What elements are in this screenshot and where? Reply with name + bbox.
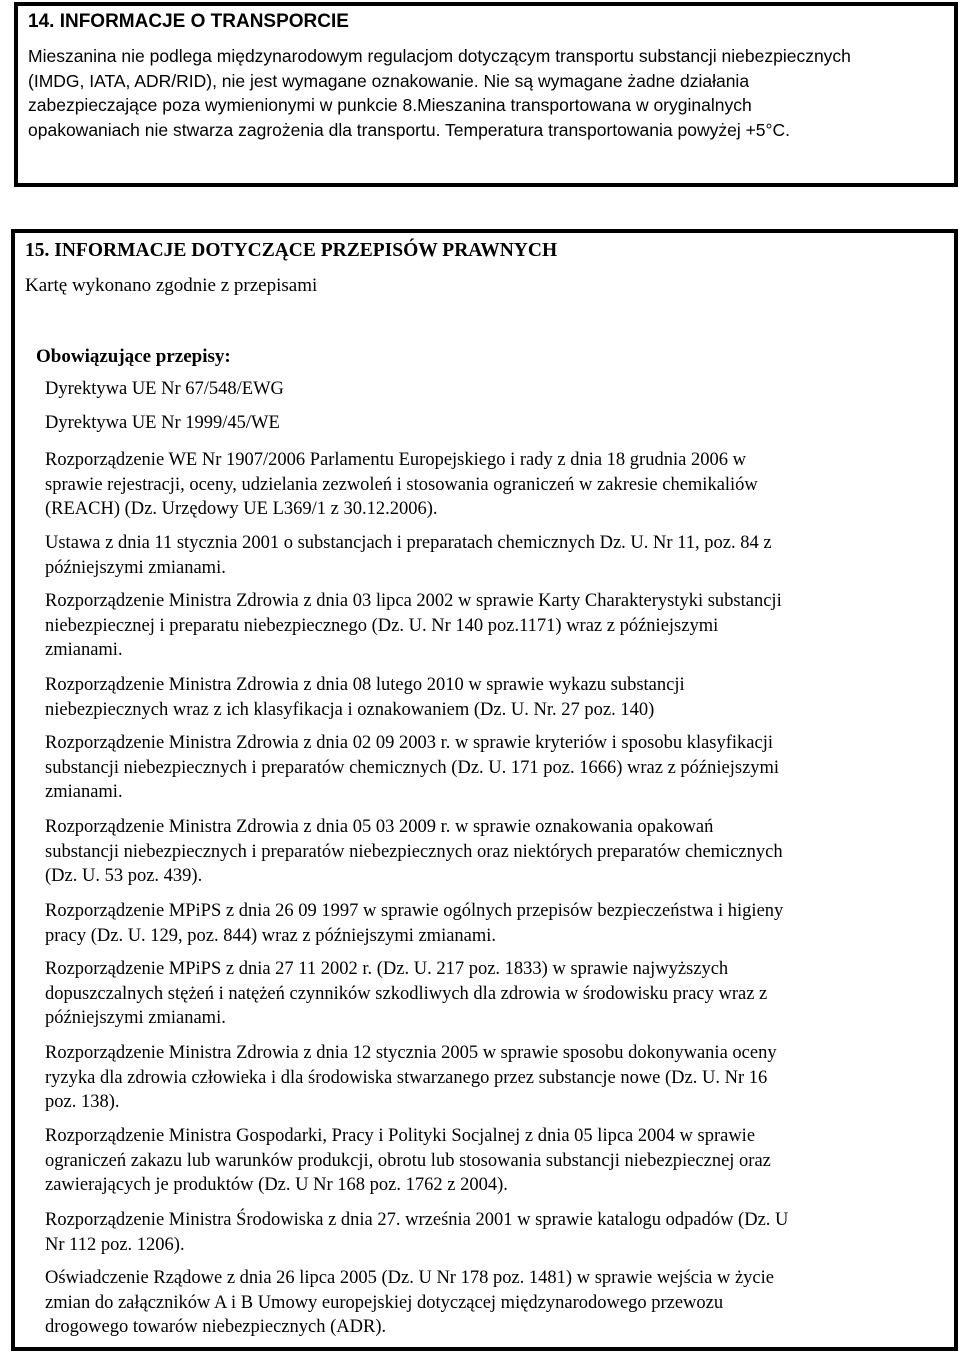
regulation-entry (45, 731, 779, 805)
regulation-line: Dyrektywa UE Nr 67/548/EWG (45, 379, 284, 399)
regulation-line: zawierających je produktów (Dz. U Nr 168 poz. 1762 z 2004). (45, 1175, 508, 1195)
regulations-subheading: Obowiązujące przepisy: (36, 346, 231, 367)
regulation-line: Rozporządzenie Ministra Środowiska z dnia 27. września 2001 w sprawie katalogu odpadów (Dz. U (45, 1210, 789, 1230)
regulation-line: drogowego towarów niebezpiecznych (ADR). (45, 1317, 387, 1337)
regulation-line: ograniczeń zakazu lub warunków produkcji, obrotu lub stosowania substancji niebezpiecznej oraz (45, 1150, 771, 1171)
regulation-line: Dyrektywa UE Nr 1999/45/WE (45, 413, 280, 433)
regulation-line: niebezpiecznych wraz z ich klasyfikacja i oznakowaniem (Dz. U. Nr. 27 poz. 140) (45, 699, 655, 720)
regulation-line: substancji niebezpiecznych i preparatów chemicznych (Dz. U. 171 poz. 1666) wraz z późniejszymi (45, 757, 780, 778)
regulation-line: Rozporządzenie Ministra Zdrowia z dnia 05 03 2009 r. w sprawie oznakowania opakowań (45, 817, 714, 837)
regulation-line: zmianami. (45, 782, 123, 802)
regulation-line: substancji niebezpiecznych i preparatów niebezpiecznych oraz niektórych preparatów chemicznych (45, 841, 783, 862)
regulation-line: Rozporządzenie Ministra Zdrowia z dnia 08 lutego 2010 w sprawie wykazu substancji (45, 675, 685, 695)
regulation-line: niebezpiecznej i preparatu niebezpiecznego (Dz. U. Nr 140 poz.1171) wraz z późniejszymi (45, 615, 719, 636)
section-15-box (11, 229, 958, 1351)
regulation-line: zmianami. (45, 640, 123, 660)
regulation-line: ryzyka dla zdrowia człowieka i dla środowiska stwarzanego przez substancje nowe (Dz. U. Nr 16 (45, 1067, 768, 1088)
regulation-line: Nr 112 poz. 1206). (45, 1234, 185, 1255)
section-15-heading: 15. INFORMACJE DOTYCZĄCE PRZEPISÓW PRAWNYCH (25, 240, 558, 261)
regulation-entry (45, 448, 758, 522)
regulation-line: pracy (Dz. U. 129, poz. 844) wraz z późniejszymi zmianami. (45, 925, 497, 946)
regulation-line: dopuszczalnych stężeń i natężeń czynników szkodliwych dla zdrowia w środowisku pracy wraz z (45, 983, 768, 1004)
section-15-intro: Kartę wykonano zgodnie z przepisami (25, 275, 318, 296)
regulation-line: sprawie rejestracji, oceny, udzielania zezwoleń i stosowania ograniczeń w zakresie chemikaliów (45, 474, 758, 495)
regulation-entry (45, 1124, 771, 1198)
regulation-entry (45, 899, 783, 948)
regulation-entry (45, 377, 284, 402)
regulation-line: Rozporządzenie WE Nr 1907/2006 Parlamentu Europejskiego i rady z dnia 18 grudnia 2006 w (45, 450, 746, 470)
regulation-line: późniejszymi zmianami. (45, 557, 226, 578)
regulation-line: (Dz. U. 53 poz. 439). (45, 866, 203, 886)
regulation-line: (REACH) (Dz. Urzędowy UE L369/1 z 30.12.2006). (45, 499, 438, 519)
regulation-entry (45, 673, 685, 722)
regulation-line: Rozporządzenie Ministra Zdrowia z dnia 03 lipca 2002 w sprawie Karty Charakterystyki substancji (45, 591, 782, 611)
regulation-entry (45, 1041, 777, 1115)
regulation-entry (45, 815, 783, 889)
regulation-entry (45, 531, 772, 580)
regulation-entry (45, 1208, 788, 1257)
regulation-line: Rozporządzenie Ministra Zdrowia z dnia 02 09 2003 r. w sprawie kryteriów i sposobu klasyfikacji (45, 733, 774, 753)
regulation-entry (45, 957, 767, 1031)
regulation-line: Rozporządzenie MPiPS z dnia 26 09 1997 w sprawie ogólnych przepisów bezpieczeństwa i higieny (45, 901, 784, 921)
regulation-entry (45, 411, 280, 436)
section-14-heading: 14. INFORMACJE O TRANSPORCIE (28, 11, 349, 32)
section-14-line: Mieszanina nie podlega międzynarodowym regulacjom dotyczącym transportu substancji niebezpiecznych (28, 46, 851, 66)
regulation-line: późniejszymi zmianami. (45, 1008, 226, 1028)
section-14-line: opakowaniach nie stwarza zagrożenia dla transportu. Temperatura transportowania powyżej +5°C. (28, 119, 791, 140)
section-14-box (14, 2, 958, 187)
section-14-line: (IMDG, IATA, ADR/RID), nie jest wymagane oznakowanie. Nie są wymagane żadne działania (28, 70, 750, 91)
regulation-entry (45, 589, 782, 663)
section-14-text (28, 44, 928, 142)
regulation-line: Oświadczenie Rządowe z dnia 26 lipca 2005 (Dz. U Nr 178 poz. 1481) w sprawie wejścia w życie (45, 1268, 774, 1288)
section-14-line: zabezpieczające poza wymienionymi w punkcie 8.Mieszanina transportowana w oryginalnych (28, 95, 752, 115)
regulation-line: Rozporządzenie MPiPS z dnia 27 11 2002 r. (Dz. U. 217 poz. 1833) w sprawie najwyższych (45, 959, 729, 979)
regulation-line: poz. 138). (45, 1092, 120, 1112)
regulation-line: zmian do załączników A i B Umowy europejskiej dotyczącej międzynarodowego przewozu (45, 1292, 724, 1313)
regulation-line: Ustawa z dnia 11 stycznia 2001 o substancjach i preparatach chemicznych Dz. U. Nr 11, poz. 84 z (45, 533, 772, 553)
regulation-entry (45, 1266, 774, 1340)
regulation-line: Rozporządzenie Ministra Zdrowia z dnia 12 stycznia 2005 w sprawie sposobu dokonywania oceny (45, 1043, 777, 1063)
regulation-line: Rozporządzenie Ministra Gospodarki, Pracy i Polityki Socjalnej z dnia 05 lipca 2004 w sprawie (45, 1126, 756, 1146)
